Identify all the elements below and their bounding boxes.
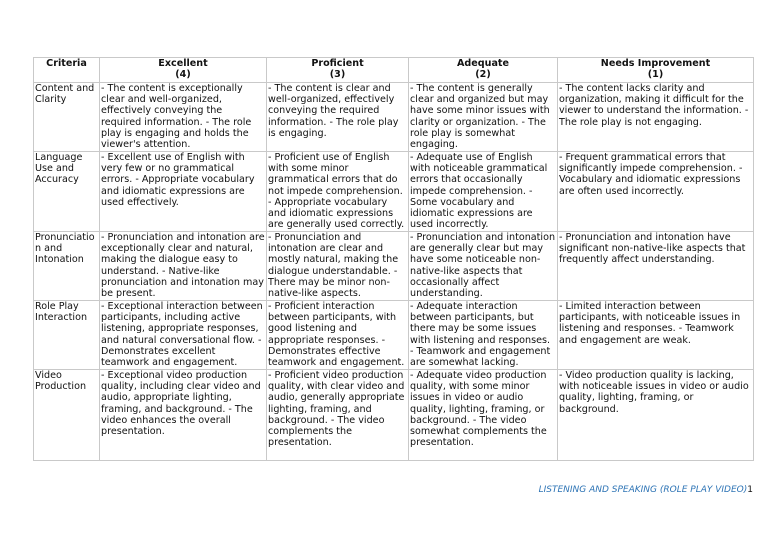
adequate-cell: - Adequate interaction between participants, but there may be some issues with listening and responses. - Teamwork and engagement are somewhat lacking.	[409, 301, 558, 370]
header-excellent	[100, 58, 267, 83]
header-proficient	[267, 58, 409, 83]
header-label: Adequate	[456, 58, 510, 69]
header-label: Needs Improvement	[600, 58, 711, 69]
header-label: Proficient	[311, 58, 364, 69]
proficient-cell: - The content is clear and well-organized, effectively conveying the required information. - The role play is engaging.	[267, 83, 409, 152]
criteria-cell: Language Use and Accuracy	[34, 152, 100, 232]
criteria-cell: Role Play Interaction	[34, 301, 100, 370]
criteria-cell: Content and Clarity	[34, 83, 100, 152]
proficient-cell: - Proficient video production quality, with clear video and audio, generally appropriate lighting, framing, and background. - The video complements the presentation.	[267, 370, 409, 461]
header-points: (4)	[175, 69, 191, 81]
table-row	[34, 301, 754, 370]
table-row	[34, 152, 754, 232]
needs-improvement-cell: - Video production quality is lacking, with noticeable issues in video or audio quality, lighting, framing, or background.	[558, 370, 754, 461]
needs-improvement-cell: - Limited interaction between participants, with noticeable issues in listening and responses. - Teamwork and engagement are weak.	[558, 301, 754, 370]
excellent-cell: - The content is exceptionally clear and well-organized, effectively conveying the required information. - The role play is engaging and holds the viewer's attention.	[100, 83, 267, 152]
table-row	[34, 370, 754, 461]
table-row	[34, 83, 754, 152]
proficient-cell: - Pronunciation and intonation are clear and mostly natural, making the dialogue understandable. - There may be minor non-native-like aspects.	[267, 232, 409, 301]
header-row	[34, 58, 754, 83]
excellent-cell: - Exceptional video production quality, including clear video and audio, appropriate lighting, framing, and background. - The video enhances the overall presentation.	[100, 370, 267, 461]
header-points: (2)	[475, 69, 491, 81]
page-number: 1	[747, 485, 753, 495]
criteria-cell: Video Production	[34, 370, 100, 461]
footer-header-text: LISTENING AND SPEAKING (ROLE PLAY VIDEO)	[538, 485, 748, 495]
header-label: Excellent	[158, 58, 208, 69]
header-needs-improvement	[558, 58, 754, 83]
table-row	[34, 232, 754, 301]
needs-improvement-cell: - Frequent grammatical errors that significantly impede comprehension. - Vocabulary and idiomatic expressions are often used incorrectly.	[558, 152, 754, 232]
adequate-cell: - Adequate video production quality, with some minor issues in video or audio quality, lighting, framing, or background. - The video somewhat complements the presentation.	[409, 370, 558, 461]
adequate-cell: - The content is generally clear and organized but may have some minor issues with clarity or organization. - The role play is somewhat engaging.	[409, 83, 558, 152]
adequate-cell: - Pronunciation and intonation are generally clear but may have some noticeable non-native-like aspects that occasionally affect understanding.	[409, 232, 558, 301]
header-criteria	[34, 58, 100, 83]
header-points: (1)	[647, 69, 664, 81]
adequate-cell: - Adequate use of English with noticeable grammatical errors that occasionally impede comprehension. - Some vocabulary and idiomatic expressions are used incorrectly.	[409, 152, 558, 232]
header-adequate	[409, 58, 558, 83]
rubric-table	[33, 57, 754, 461]
criteria-cell: Pronunciation and Intonation	[34, 232, 100, 301]
needs-improvement-cell: - The content lacks clarity and organization, making it difficult for the viewer to understand the information. - The role play is not engaging.	[558, 83, 754, 152]
proficient-cell: - Proficient use of English with some minor grammatical errors that do not impede comprehension. - Appropriate vocabulary and idiomatic expressions are generally used correctly.	[267, 152, 409, 232]
proficient-cell: - Proficient interaction between participants, with good listening and appropriate responses. - Demonstrates effective teamwork and engagement.	[267, 301, 409, 370]
page-footer	[539, 485, 753, 495]
header-points: (3)	[329, 69, 346, 81]
header-label: Criteria	[46, 58, 87, 69]
excellent-cell: - Pronunciation and intonation are exceptionally clear and natural, making the dialogue easy to understand. - Native-like pronunciation and intonation may be present.	[101, 232, 265, 300]
needs-improvement-cell: - Pronunciation and intonation have significant non-native-like aspects that frequently affect understanding.	[558, 232, 754, 301]
excellent-cell: - Exceptional interaction between participants, including active listening, appropriate responses, and natural conversational flow. - Demonstrates excellent teamwork and engagement.	[100, 301, 267, 370]
excellent-cell: - Excellent use of English with very few or no grammatical errors. - Appropriate vocabulary and idiomatic expressions are used effectively.	[100, 152, 267, 232]
